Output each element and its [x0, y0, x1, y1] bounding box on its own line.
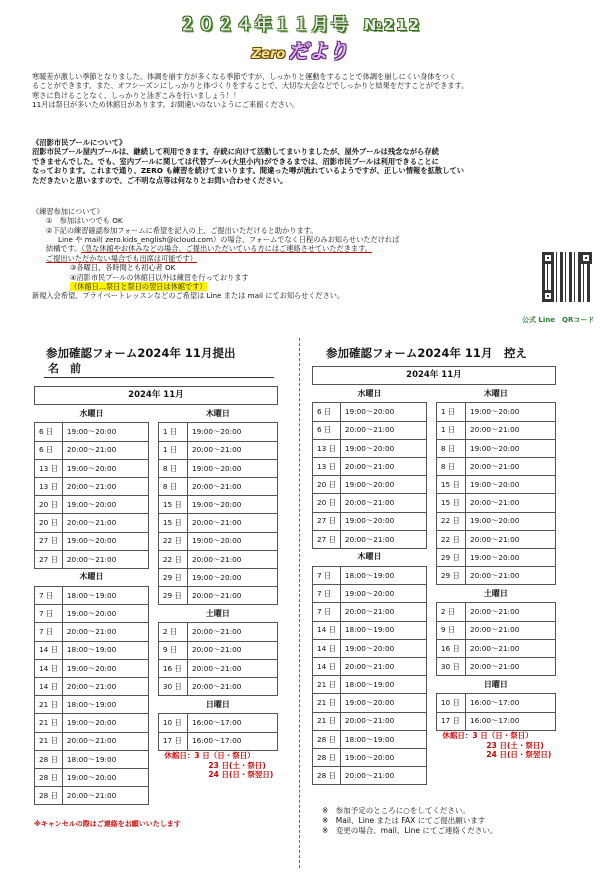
time-slot-cell: 19:00～20:00 — [62, 768, 148, 786]
table-cell — [426, 639, 436, 657]
date-cell: 2 日 — [436, 603, 465, 621]
table-cell — [426, 512, 436, 530]
table-cell: 土曜日 — [483, 588, 508, 598]
time-slot-cell: 19:00～20:00 — [188, 496, 278, 514]
date-cell: 28 日 — [35, 787, 63, 805]
time-slot-cell: 20:00～21:00 — [340, 767, 426, 785]
table-row — [313, 548, 556, 566]
table-row — [313, 621, 556, 639]
time-slot-cell: 20:00～21:00 — [340, 658, 426, 676]
time-slot-cell: 20:00～21:00 — [466, 603, 556, 621]
time-slot-cell: 19:00～20:00 — [62, 496, 148, 514]
time-slot-cell: 19:00～20:00 — [340, 439, 426, 457]
time-slot-cell: 19:00～20:00 — [62, 459, 148, 477]
table-cell — [148, 568, 158, 586]
table-row — [313, 530, 556, 548]
time-slot-cell: 19:00～20:00 — [188, 423, 278, 441]
date-cell: 13 日 — [313, 439, 341, 457]
date-cell: 22 日 — [436, 512, 465, 530]
date-cell: 8 日 — [158, 477, 187, 495]
time-slot-cell: 20:00～21:00 — [340, 421, 426, 439]
time-slot-cell: 19:00～20:00 — [466, 403, 556, 421]
time-slot-cell: 19:00～20:00 — [466, 439, 556, 457]
practice-heading: 《練習参加について》 — [32, 207, 104, 216]
date-cell: 7 日 — [313, 603, 341, 621]
time-slot-cell: 20:00～21:00 — [188, 623, 278, 641]
table-cell — [148, 587, 158, 605]
time-slot-cell: 19:00～20:00 — [340, 748, 426, 766]
table-cell — [426, 476, 436, 494]
time-slot-cell: 18:00～19:00 — [62, 696, 148, 714]
table-row — [35, 623, 278, 641]
time-slot-cell: 18:00～19:00 — [340, 730, 426, 748]
table-cell — [148, 659, 158, 677]
table-row — [313, 421, 556, 439]
date-cell: 21 日 — [313, 676, 341, 694]
time-slot-cell: 19:00～20:00 — [188, 532, 278, 550]
table-cell — [148, 423, 158, 441]
submission-notes: ※ 参加予定のところに○をしてください。 ※ Mail、Line または FAX にてご提出願います ※ 変更の場合、mail、Line にてご連絡ください。 — [322, 806, 498, 835]
date-cell: 15 日 — [436, 476, 465, 494]
table-cell — [426, 403, 436, 421]
table-row — [35, 696, 278, 714]
table-cell — [148, 405, 158, 423]
table-cell — [426, 567, 436, 585]
table-row — [35, 532, 278, 550]
table-cell — [148, 550, 158, 568]
intro-paragraph: 寒暖差が激しい季節となりました。体調を崩す方が多くなる季節ですが、しっかりと運動をすることで体調を崩しにくい身体をつく ることができます。また、オフシーズンにしっかりと体づくりをすることで、大切な大会などでしっかりと結果をだすことができます。 寒さに負けることなく、しっかりと泳ぎこみを行いましょう！！ 11月は祭日が多いため休館日があります。お間違いのないようにご来館ください。 — [32, 72, 469, 110]
date-cell: 29 日 — [436, 567, 465, 585]
closed-day-highlight: （休館日…祭日と祭日の翌日は休館です） — [70, 281, 207, 291]
table-cell — [426, 585, 436, 603]
time-slot-cell: 18:00～19:00 — [340, 567, 426, 585]
table-row — [313, 476, 556, 494]
time-slot-cell: 19:00～20:00 — [62, 605, 148, 623]
time-slot-cell: 20:00～21:00 — [62, 441, 148, 459]
time-slot-cell: 20:00～21:00 — [62, 514, 148, 532]
date-cell: 16 日 — [436, 639, 465, 657]
date-cell: 14 日 — [313, 639, 341, 657]
time-slot-cell: 19:00～20:00 — [340, 512, 426, 530]
date-cell: 9 日 — [158, 641, 187, 659]
date-cell: 20 日 — [313, 476, 341, 494]
table-cell: 日曜日 — [483, 679, 508, 689]
table-row — [35, 514, 278, 532]
date-cell: 21 日 — [35, 714, 63, 732]
date-cell: 6 日 — [35, 423, 63, 441]
right-schedule-table — [312, 366, 556, 785]
table-row — [35, 641, 278, 659]
table-cell — [148, 787, 158, 805]
time-slot-cell: 18:00～19:00 — [340, 621, 426, 639]
date-cell: 27 日 — [313, 512, 341, 530]
table-row — [313, 567, 556, 585]
date-cell: 8 日 — [158, 459, 187, 477]
time-slot-cell: 20:00～21:00 — [62, 678, 148, 696]
table-cell — [426, 676, 436, 694]
table-row — [313, 730, 556, 748]
table-cell — [148, 441, 158, 459]
table-row — [35, 441, 278, 459]
date-cell: 22 日 — [436, 530, 465, 548]
date-cell: 22 日 — [158, 550, 187, 568]
date-cell: 6 日 — [313, 421, 341, 439]
pool-section: 《沼影市民プールについて》 沼影市民プール屋内プールは、継続して利用できます。存続に向けて活動してまいりましたが、屋外プールは残念ながら存続 できませんでした。でも、室内プールに関しては代替プール(大里小内)ができるまでは、沼影市民プールは利用できることに なっております。これまで通り、ZERO も練習を続けてまいります。間違った噂が流れているようですが、正しい情報を拡散してい ただきたいと思いますので、ご不明な点等は何なりとお問い合わせください。 — [32, 138, 572, 185]
date-cell: 27 日 — [313, 530, 341, 548]
date-cell: 13 日 — [313, 457, 341, 475]
date-cell: 30 日 — [436, 658, 465, 676]
table-cell — [426, 712, 436, 730]
table-row — [313, 658, 556, 676]
table-row — [35, 732, 278, 750]
date-cell: 28 日 — [313, 730, 341, 748]
time-slot-cell: 18:00～19:00 — [62, 750, 148, 768]
time-slot-cell: 19:00～20:00 — [62, 659, 148, 677]
sun-heading: 日曜日 — [205, 699, 230, 709]
table-cell — [426, 730, 436, 748]
time-slot-cell: 16:00～17:00 — [188, 732, 278, 750]
table-row — [35, 659, 278, 677]
time-slot-cell: 20:00～21:00 — [466, 639, 556, 657]
date-cell: 20 日 — [35, 514, 63, 532]
time-slot-cell: 18:00～19:00 — [62, 587, 148, 605]
time-slot-cell: 19:00～20:00 — [340, 403, 426, 421]
newsletter-header — [0, 14, 600, 64]
date-cell: 9 日 — [436, 621, 465, 639]
date-cell: 22 日 — [158, 532, 187, 550]
table-cell — [148, 768, 158, 786]
date-cell: 28 日 — [313, 748, 341, 766]
time-slot-cell: 20:00～21:00 — [340, 712, 426, 730]
right-form-title: 参加確認フォーム2024年 11月 控え — [326, 346, 527, 360]
time-slot-cell: 20:00～21:00 — [340, 603, 426, 621]
practice-footer: 新規入会希望、プライベートレッスンなどのご希望は Line または mail にてお知らせください。 — [32, 291, 345, 301]
time-slot-cell: 19:00～20:00 — [340, 585, 426, 603]
time-slot-cell: 20:00～21:00 — [188, 659, 278, 677]
table-cell — [426, 530, 436, 548]
date-cell: 13 日 — [35, 459, 63, 477]
table-row — [35, 750, 278, 768]
time-slot-cell: 20:00～21:00 — [340, 457, 426, 475]
time-slot-cell: 19:00～20:00 — [62, 532, 148, 550]
table-row — [35, 496, 278, 514]
table-row — [313, 712, 556, 730]
date-cell: 30 日 — [158, 678, 187, 696]
table-cell: 木曜日 — [79, 572, 104, 582]
table-row — [35, 459, 278, 477]
date-cell: 15 日 — [436, 494, 465, 512]
time-slot-cell: 19:00～20:00 — [340, 476, 426, 494]
time-slot-cell: 20:00～21:00 — [466, 567, 556, 585]
table-row — [35, 568, 278, 586]
date-cell: 28 日 — [35, 750, 63, 768]
table-row — [35, 678, 278, 696]
table-cell: 木曜日 — [357, 552, 382, 562]
date-cell: 8 日 — [436, 457, 465, 475]
table-cell — [426, 385, 436, 403]
table-cell — [426, 694, 436, 712]
time-slot-cell: 20:00～21:00 — [62, 477, 148, 495]
date-cell: 7 日 — [313, 567, 341, 585]
date-cell: 29 日 — [436, 548, 465, 566]
date-cell: 17 日 — [158, 732, 187, 750]
date-cell: 27 日 — [35, 550, 63, 568]
table-row — [313, 512, 556, 530]
time-slot-cell: 20:00～21:00 — [62, 732, 148, 750]
wed-heading: 水曜日 — [79, 408, 104, 418]
time-slot-cell: 18:00～19:00 — [340, 676, 426, 694]
date-cell: 6 日 — [313, 403, 341, 421]
time-slot-cell: 20:00～21:00 — [466, 658, 556, 676]
table-row — [35, 714, 278, 732]
table-row — [313, 585, 556, 603]
date-cell: 7 日 — [35, 605, 63, 623]
time-slot-cell: 19:00～20:00 — [340, 639, 426, 657]
table-cell — [148, 623, 158, 641]
time-slot-cell: 20:00～21:00 — [62, 787, 148, 805]
time-slot-cell: 20:00～21:00 — [466, 457, 556, 475]
table-row — [313, 494, 556, 512]
date-cell: 21 日 — [35, 696, 63, 714]
issue-number: №212 — [363, 16, 422, 34]
date-cell: 10 日 — [158, 714, 187, 732]
table-cell — [426, 439, 436, 457]
table-cell — [148, 641, 158, 659]
table-cell — [426, 658, 436, 676]
date-cell: 20 日 — [313, 494, 341, 512]
qr-label: 公式 Line QRコード — [522, 316, 595, 324]
time-slot-cell: 20:00～21:00 — [188, 550, 278, 568]
date-cell: 2 日 — [158, 623, 187, 641]
date-cell: 1 日 — [436, 403, 465, 421]
cut-line — [299, 338, 300, 868]
date-cell: 27 日 — [35, 532, 63, 550]
time-slot-cell: 20:00～21:00 — [188, 587, 278, 605]
time-slot-cell: 16:00～17:00 — [466, 712, 556, 730]
time-slot-cell: 19:00～20:00 — [466, 512, 556, 530]
table-cell — [148, 532, 158, 550]
date-cell: 21 日 — [313, 712, 341, 730]
table-cell — [148, 678, 158, 696]
qr-code-image[interactable] — [542, 252, 592, 302]
time-slot-cell: 20:00～21:00 — [466, 494, 556, 512]
table-cell — [148, 514, 158, 532]
time-slot-cell: 20:00～21:00 — [188, 641, 278, 659]
table-cell — [148, 496, 158, 514]
table-cell — [426, 621, 436, 639]
table-row — [35, 423, 278, 441]
table-row — [313, 676, 556, 694]
date-cell: 16 日 — [158, 659, 187, 677]
time-slot-cell: 16:00～17:00 — [188, 714, 278, 732]
table-row — [35, 605, 278, 623]
time-slot-cell: 20:00～21:00 — [340, 494, 426, 512]
time-slot-cell: 19:00～20:00 — [466, 476, 556, 494]
time-slot-cell: 20:00～21:00 — [466, 421, 556, 439]
time-slot-cell: 20:00～21:00 — [340, 530, 426, 548]
left-month: 2024年 11月 — [35, 387, 278, 405]
date-cell: 20 日 — [35, 496, 63, 514]
left-closed-days: 休館日：3 日（日・祭日） 23 日(土・祭日) 24 日(日・祭翌日) — [164, 750, 274, 780]
time-slot-cell: 20:00～21:00 — [62, 623, 148, 641]
table-cell — [148, 750, 158, 768]
date-cell: 15 日 — [158, 514, 187, 532]
date-cell: 15 日 — [158, 496, 187, 514]
time-slot-cell: 19:00～20:00 — [188, 459, 278, 477]
table-cell — [148, 605, 158, 623]
table-cell — [426, 548, 436, 566]
table-cell — [148, 459, 158, 477]
table-row — [313, 457, 556, 475]
date-cell: 29 日 — [158, 568, 187, 586]
date-cell: 14 日 — [35, 641, 63, 659]
table-row — [313, 439, 556, 457]
time-slot-cell: 20:00～21:00 — [466, 621, 556, 639]
date-cell: 1 日 — [158, 441, 187, 459]
table-cell — [426, 603, 436, 621]
date-cell: 14 日 — [313, 658, 341, 676]
date-cell: 1 日 — [436, 421, 465, 439]
table-cell: 木曜日 — [483, 388, 508, 398]
table-row — [313, 603, 556, 621]
name-label: 名 前 — [48, 362, 81, 375]
table-row — [313, 403, 556, 421]
date-cell: 14 日 — [35, 659, 63, 677]
right-month: 2024年 11月 — [313, 367, 556, 385]
date-cell: 28 日 — [35, 768, 63, 786]
newsletter-logo: Zero だより — [251, 39, 349, 64]
time-slot-cell: 19:00～20:00 — [62, 714, 148, 732]
time-slot-cell: 20:00～21:00 — [188, 514, 278, 532]
table-row — [313, 639, 556, 657]
time-slot-cell: 20:00～21:00 — [188, 441, 278, 459]
date-cell: 6 日 — [35, 441, 63, 459]
time-slot-cell: 19:00～20:00 — [466, 548, 556, 566]
time-slot-cell: 20:00～21:00 — [188, 477, 278, 495]
date-cell: 10 日 — [436, 694, 465, 712]
table-cell — [148, 696, 158, 714]
left-schedule-table — [34, 386, 278, 805]
date-cell: 1 日 — [158, 423, 187, 441]
time-slot-cell: 19:00～20:00 — [188, 568, 278, 586]
date-cell: 13 日 — [35, 477, 63, 495]
date-cell: 7 日 — [313, 585, 341, 603]
sat-heading: 土曜日 — [205, 608, 230, 618]
date-cell: 21 日 — [35, 732, 63, 750]
time-slot-cell: 19:00～20:00 — [340, 694, 426, 712]
date-cell: 8 日 — [436, 439, 465, 457]
thu-heading: 木曜日 — [205, 408, 230, 418]
date-cell: 7 日 — [35, 623, 63, 641]
time-slot-cell: 20:00～21:00 — [62, 550, 148, 568]
left-form-title: 参加確認フォーム2024年 11月提出 — [46, 346, 236, 360]
time-slot-cell: 18:00～19:00 — [62, 641, 148, 659]
table-row — [35, 550, 278, 568]
table-cell — [426, 767, 436, 785]
table-cell — [148, 732, 158, 750]
table-cell — [426, 457, 436, 475]
date-cell: 14 日 — [313, 621, 341, 639]
practice-section: 《練習参加について》 ① 参加はいつでも OK ②下記の練習確認参加フォームに希望を記入の上、ご提出いただけると助かります。 Line や mail( zero.kids_english@icloud.com）の場合、フォームでなく日程のみお知らせいただければ 結構です。（急な休館やお休みなどの場合、ご提出いただいている方にはご連絡させていただきます。 ご提出いただかない場合でも出席は可能です） ③各曜日、各時間とも初心者 OK ④沼影市民プールの休館日以外は練習を行っております （休館日…祭日と祭日の翌日は休館です） 新規入会希望、プライベートレッスンなどのご希望は Line または mail にてお知らせください。 — [32, 207, 532, 301]
table-cell — [148, 477, 158, 495]
time-slot-cell: 20:00～21:00 — [188, 678, 278, 696]
time-slot-cell: 19:00～20:00 — [62, 423, 148, 441]
date-cell: 17 日 — [436, 712, 465, 730]
table-row — [35, 587, 278, 605]
table-cell — [426, 748, 436, 766]
table-cell — [426, 494, 436, 512]
table-cell — [148, 714, 158, 732]
name-underline — [44, 377, 274, 378]
date-cell: 29 日 — [158, 587, 187, 605]
table-row — [313, 694, 556, 712]
pool-heading: 《沼影市民プールについて》 — [32, 138, 127, 147]
table-cell — [426, 421, 436, 439]
issue-title: ２０２４年１１月号 №212 — [178, 15, 422, 35]
date-cell: 14 日 — [35, 678, 63, 696]
table-cell: 水曜日 — [357, 388, 382, 398]
time-slot-cell: 16:00～17:00 — [466, 694, 556, 712]
date-cell: 28 日 — [313, 767, 341, 785]
right-closed-days: 休館日：3 日（日・祭日） 23 日(土・祭日) 24 日(日・祭翌日) — [442, 730, 552, 760]
time-slot-cell: 20:00～21:00 — [466, 530, 556, 548]
cancel-note: ※キャンセルの際はご連絡をお願いいたします — [34, 820, 181, 828]
date-cell: 7 日 — [35, 587, 63, 605]
table-row — [35, 477, 278, 495]
date-cell: 21 日 — [313, 694, 341, 712]
